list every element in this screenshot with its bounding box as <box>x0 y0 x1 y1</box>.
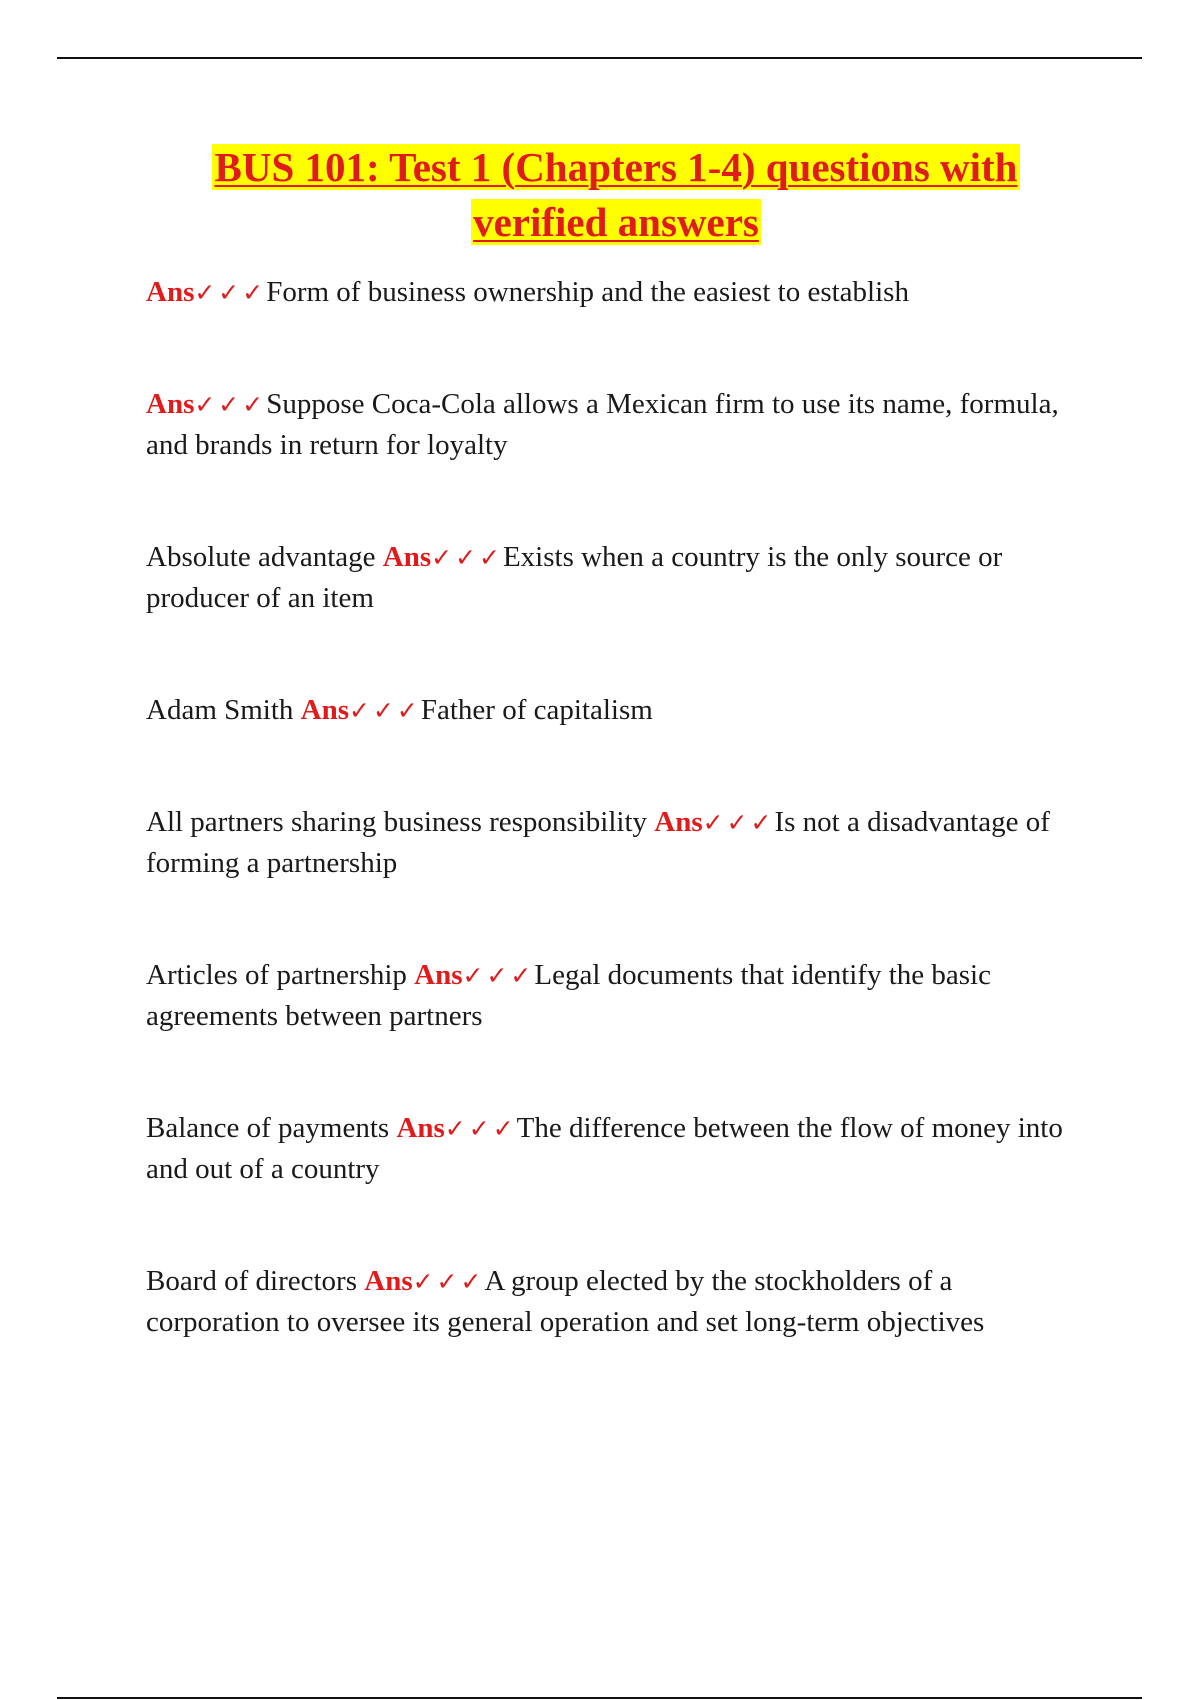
checkmark-icons: ✓✓✓ <box>431 543 503 572</box>
checkmark-icons: ✓✓✓ <box>702 808 775 837</box>
entry-definition: Form of business ownership and the easiest to establish <box>266 276 909 308</box>
title-line-2: verified answers <box>473 199 759 245</box>
entry-definition: Is not a disadvantage of forming a partnership <box>146 806 1050 879</box>
qa-entry-7 <box>146 1108 1086 1190</box>
ans-label: Ans <box>414 959 463 991</box>
top-rule <box>57 57 1142 59</box>
document-body <box>146 140 1086 1343</box>
checkmark-icons: ✓✓✓ <box>412 1267 485 1296</box>
entry-definition: Suppose Coca-Cola allows a Mexican firm to use its name, formula, and brands in return for loyalty <box>146 388 1059 461</box>
checkmark-icons: ✓✓✓ <box>444 1114 517 1143</box>
qa-entry-8 <box>146 1261 1086 1343</box>
entry-term: Absolute advantage <box>146 541 383 573</box>
checkmark-icons: ✓✓✓ <box>462 961 535 990</box>
entry-definition: A group elected by the stockholders of a corporation to oversee its general operation and set long-term objectives <box>146 1265 985 1338</box>
ans-label: Ans <box>396 1112 445 1144</box>
ans-label: Ans <box>146 388 195 420</box>
qa-entry-2 <box>146 384 1086 466</box>
document-title <box>146 140 1086 250</box>
entry-term: Board of directors <box>146 1265 365 1297</box>
qa-entry-3 <box>146 537 1086 619</box>
ans-label: Ans <box>146 276 195 308</box>
entry-term: All partners sharing business responsibility <box>146 806 655 838</box>
title-line-1: BUS 101: Test 1 (Chapters 1-4) questions with <box>214 144 1018 190</box>
entry-definition: Legal documents that identify the basic agreements between partners <box>146 959 991 1032</box>
ans-label: Ans <box>300 694 350 726</box>
entry-definition: Father of capitalism <box>420 694 653 726</box>
checkmark-icons: ✓✓✓ <box>194 390 267 419</box>
checkmark-icons: ✓✓✓ <box>194 278 267 307</box>
checkmark-icons: ✓✓✓ <box>349 696 421 725</box>
entry-definition: The difference between the flow of money into and out of a country <box>146 1112 1063 1185</box>
ans-label: Ans <box>654 806 703 838</box>
qa-entry-1 <box>146 272 1086 313</box>
entry-term: Balance of payments <box>146 1112 397 1144</box>
ans-label: Ans <box>382 541 432 573</box>
qa-entry-4 <box>146 690 1086 731</box>
ans-label: Ans <box>364 1265 413 1297</box>
entry-term: Articles of partnership <box>146 959 415 991</box>
entry-definition: Exists when a country is the only source or producer of an item <box>146 541 1003 614</box>
qa-entry-5 <box>146 802 1086 884</box>
qa-entry-6 <box>146 955 1086 1037</box>
bottom-rule <box>57 1697 1142 1699</box>
entry-term: Adam Smith <box>146 694 301 726</box>
